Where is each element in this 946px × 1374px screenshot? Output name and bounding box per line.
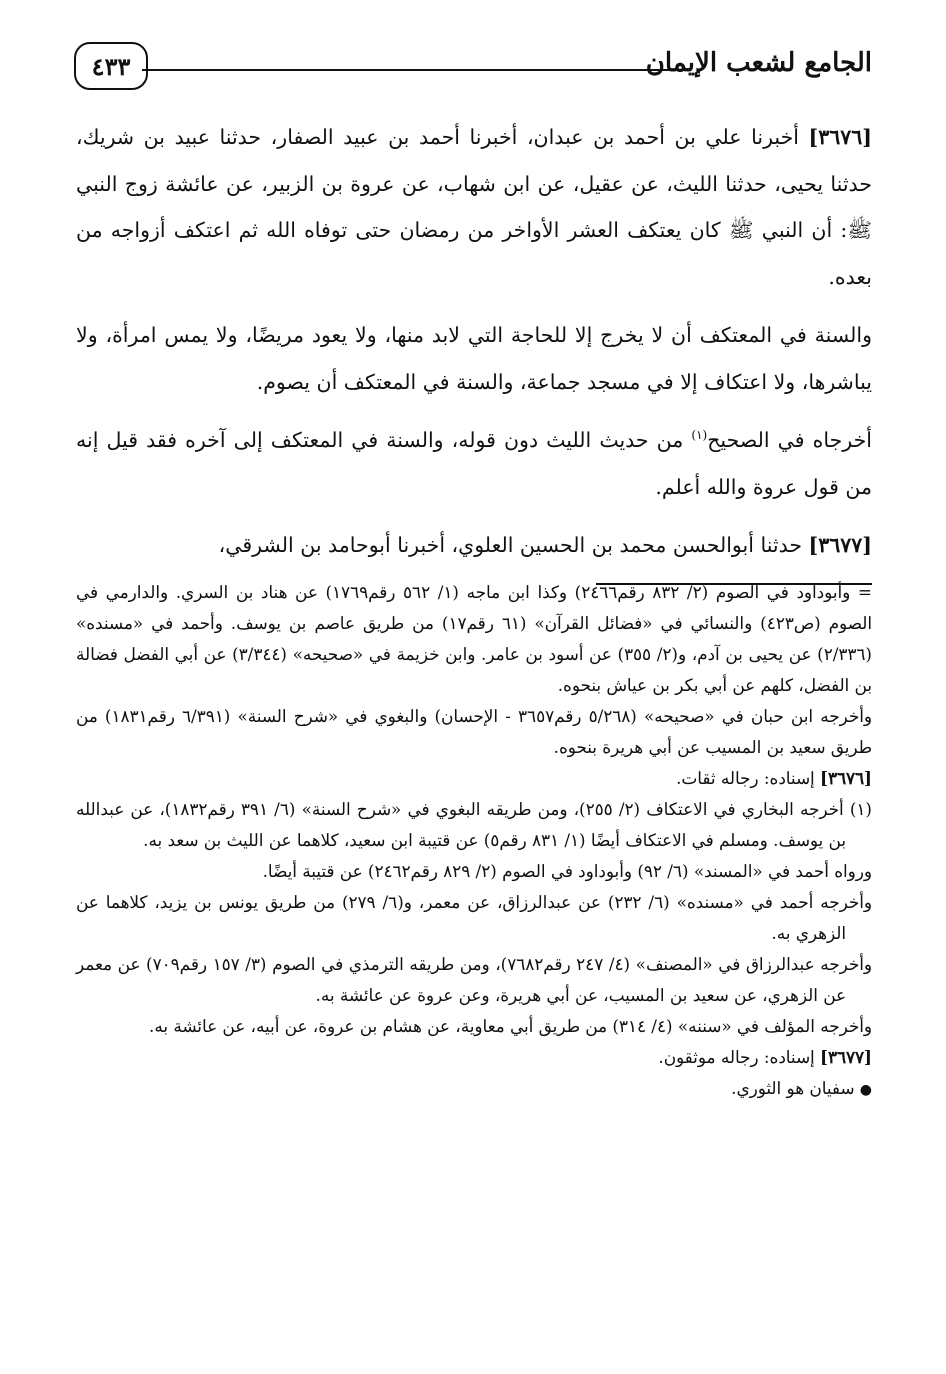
footnotes	[76, 577, 872, 1106]
hadith-3677	[76, 522, 872, 569]
isnad-text: إسناده: رجاله ثقات.	[676, 768, 821, 788]
page-number: ٤٣٣	[74, 42, 148, 90]
isnad-note-3676	[76, 763, 872, 794]
isnad-note-3677	[76, 1042, 872, 1073]
footnote-paragraph: وأخرجه ابن حبان في «صحيحه» (٥/٢٦٨ رقم٣٦٥٧ - الإحسان) والبغوي في «شرح السنة» (٦/٣٩١ رقم١٨٣١) من طريق سعيد بن المسيب عن أبي هريرة بنحوه.	[76, 706, 872, 757]
commentary-paragraph	[76, 312, 872, 405]
takhrij-paragraph	[76, 417, 872, 510]
commentary-text: والسنة في المعتكف أن لا يخرج إلا للحاجة التي لابد منها، ولا يعود مريضًا، ولا يمس امرأة، ولا يباشرها، ولا اعتكاف إلا في مسجد جماعة، والسنة في المعتكف أن يصوم.	[76, 323, 872, 394]
footnote-paragraph: وأخرجه عبدالرزاق في «المصنف» (٤/ ٢٤٧ رقم٧٦٨٢)، ومن طريقه الترمذي في الصوم (٣/ ١٥٧ رقم٧٠٩) عن معمر عن الزهري، عن سعيد بن المسيب، عن أبي هريرة، وعن عروة عن عائشة به.	[76, 954, 872, 1005]
takhrij-text-end: من حديث الليث دون قوله، والسنة في المعتكف إلى آخره فقد قيل إنه من قول عروة والله أعلم.	[76, 428, 872, 499]
footnote-continuation: = وأبوداود في الصوم (٢/ ٨٣٢ رقم٢٤٦٦) وكذا ابن ماجه (١/ ٥٦٢ رقم١٧٦٩) عن هناد بن السري. والدارمي في الصوم (ص٤٢٣) والنسائي في «فضائل القرآن» (٦١ رقم١٧) من طريق عاصم بن يوسف. وأحمد في «مسنده» (٢/٣٣٦) عن يحيى بن آدم، و(٢/ ٣٥٥) عن أسود بن عامر. وابن خزيمة في «صحيحه» (٣/٣٤٤) عن أبي الفضل فضالة بن الفضل، كلهم عن أبي بكر بن عياش بنحوه.	[76, 582, 872, 695]
isnad-text: إسناده: رجاله موثقون.	[658, 1047, 821, 1067]
hadith-3676	[76, 114, 872, 300]
hadith-number: [٣٦٧٧]	[808, 533, 872, 557]
bullet-icon: ●	[859, 1082, 872, 1098]
takhrij-text-start: أخرجاه في الصحيح	[707, 428, 872, 452]
footnote-paragraph: وأخرجه أحمد في «مسنده» (٦/ ٢٣٢) عن عبدالرزاق، عن معمر، و(٦/ ٢٧٩) من طريق يونس بن يزيد، كلاهما عن الزهري به.	[76, 892, 872, 943]
footnote-1: (١) أخرجه البخاري في الاعتكاف (٢/ ٢٥٥)، ومن طريقه البغوي في «شرح السنة» (٦/ ٣٩١ رقم١٨٣٢)، عن عبدالله بن يوسف. ومسلم في الاعتكاف أيضًا (١/ ٨٣١ رقم٥) عن قتيبة ابن سعيد، كلاهما عن الليث بن سعد به.	[76, 799, 872, 850]
bullet-note	[76, 1073, 872, 1106]
bullet-text: سفيان هو الثوري.	[731, 1078, 860, 1098]
running-title: الجامع لشعب الإيمان	[645, 48, 872, 78]
hadith-text: أخبرنا علي بن أحمد بن عبدان، أخبرنا أحمد بن عبيد الصفار، حدثنا عبيد بن شريك، حدثنا يحيى، حدثنا الليث، عن عقيل، عن ابن شهاب، عن عروة بن الزبير، عن عائشة زوج النبي ﷺ: أن النبي ﷺ كان يعتكف العشر الأواخر من رمضان حتى توفاه الله ثم اعتكف أزواجه من بعده.	[76, 125, 872, 289]
hadith-text: حدثنا أبوالحسن محمد بن الحسين العلوي، أخبرنا أبوحامد بن الشرقي،	[218, 533, 809, 557]
header-rule	[142, 69, 672, 71]
footnote-paragraph: ورواه أحمد في «المسند» (٦/ ٩٢) وأبوداود في الصوم (٢/ ٨٢٩ رقم٢٤٦٢) عن قتيبة أيضًا.	[262, 861, 872, 881]
hadith-number: [٣٦٧٦]	[808, 125, 872, 149]
page-header	[74, 36, 872, 96]
isnad-number: [٣٦٧٧]	[820, 1047, 872, 1067]
footnote-paragraph: وأخرجه المؤلف في «سننه» (٤/ ٣١٤) من طريق أبي معاوية، عن هشام بن عروة، عن أبيه، عن عائشة به.	[148, 1016, 872, 1036]
isnad-number: [٣٦٧٦]	[820, 768, 872, 788]
main-text	[76, 114, 872, 581]
footnote-marker[interactable]: (١)	[691, 428, 708, 443]
